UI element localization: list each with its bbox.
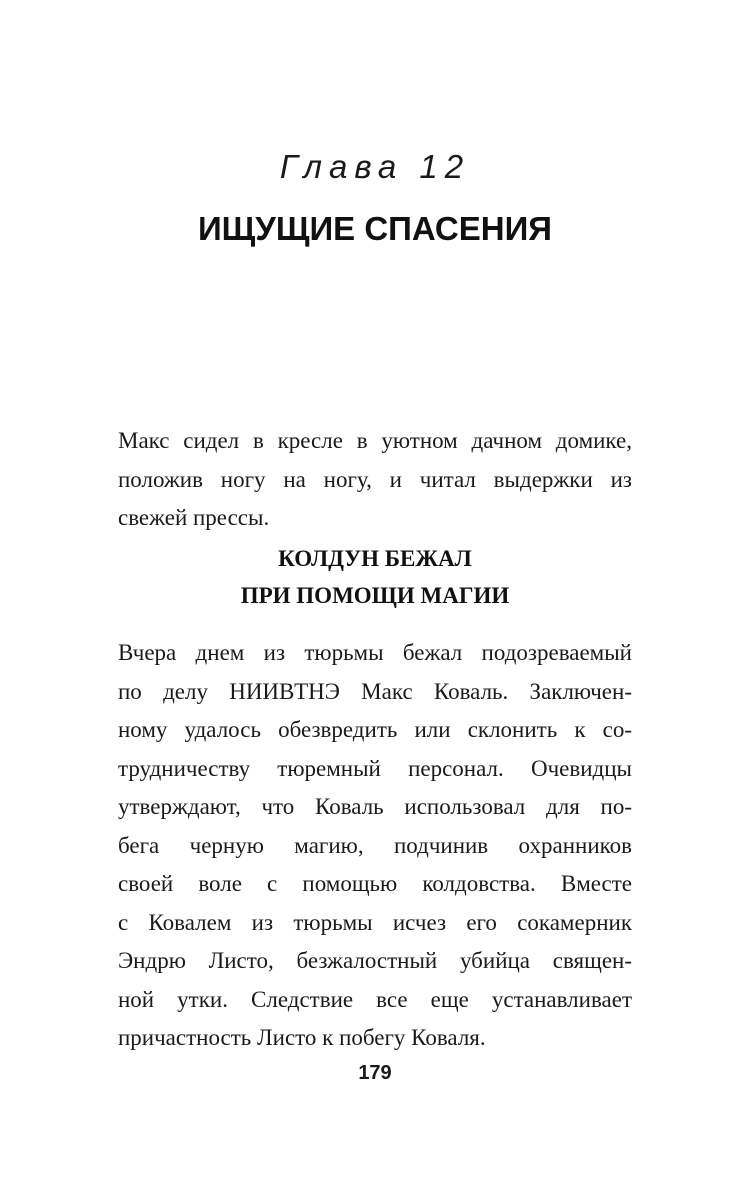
article-line: трудничеству тюремный персонал. Очевидцы (118, 755, 632, 781)
article-line: по делу НИИВТНЭ Макс Коваль. Заключен- (118, 678, 632, 704)
headline-line: ПРИ ПОМОЩИ МАГИИ (240, 583, 510, 608)
article-line: причастность Листо к побегу Коваля. (118, 1025, 486, 1050)
article-line: утверждают, что Коваль использовал для по- (118, 794, 632, 819)
article-line: ной утки. Следствие все еще устанавливает (118, 986, 632, 1012)
chapter-title: ИЩУЩИЕ СПАСЕНИЯ (197, 210, 553, 247)
headline-line: КОЛДУН БЕЖАЛ (278, 546, 472, 571)
article-line: Вчера днем из тюрьмы бежал подозреваемый (118, 640, 632, 665)
article-line: своей воле с помощью колдовства. Вместе (118, 871, 632, 896)
chapter-label: Глава 12 (279, 148, 471, 185)
article-headline (0, 540, 750, 614)
article-line: бега черную магию, подчинив охранников (118, 832, 632, 858)
article-line: с Ковалем из тюрьмы исчез его сокамерник (118, 909, 632, 935)
article-paragraph (118, 634, 632, 1058)
intro-line: положив ногу на ногу, и читал выдержки из (118, 466, 632, 492)
intro-line: свежей прессы. (118, 505, 270, 530)
intro-paragraph (118, 422, 632, 538)
page-number: 179 (358, 1062, 392, 1084)
article-line: Эндрю Листо, безжалостный убийца священ- (118, 948, 632, 973)
intro-line: Макс сидел в кресле в уютном дачном домике, (118, 428, 632, 453)
article-line: ному удалось обезвредить или склонить к со- (118, 717, 632, 742)
